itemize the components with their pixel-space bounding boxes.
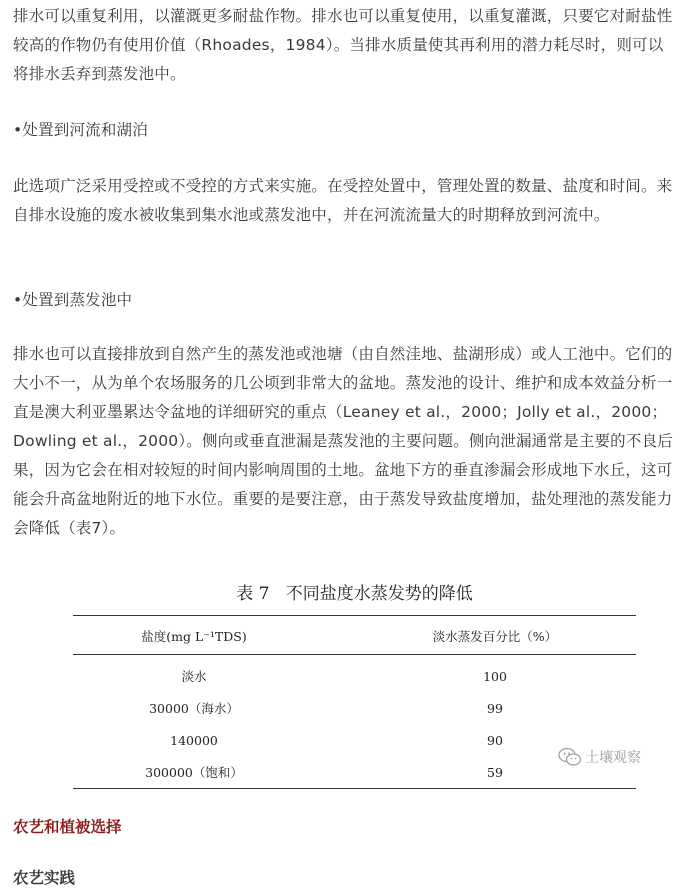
bullet-heading-evaporation-pond: •处置到蒸发池中 bbox=[13, 291, 133, 309]
table-row bbox=[73, 756, 636, 789]
cell-salinity: 140000 bbox=[170, 732, 218, 748]
cell-percent: 59 bbox=[487, 764, 503, 780]
bullet-heading-river-disposal: •处置到河流和湖泊 bbox=[13, 121, 148, 139]
cell-salinity: 300000（饱和） bbox=[145, 765, 243, 780]
wechat-icon bbox=[558, 747, 582, 767]
cell-percent: 90 bbox=[487, 732, 503, 748]
header-salinity: 盐度(mg L⁻¹TDS) bbox=[141, 628, 247, 644]
subsection-title: 农艺实践 bbox=[13, 869, 76, 887]
evaporation-table bbox=[73, 579, 636, 789]
paragraph-drainage-reuse: 排水可以重复利用，以灌溉更多耐盐作物。排水也可以重复使用，以重复灌溉，只要它对耐盐性较高的作物仍有使用价值（Rhoades，1984）。当排水质量使其再利用的潜力耗尽时，则可以将排水丢弃到蒸发池中。 bbox=[13, 7, 673, 83]
cell-salinity: 淡水 bbox=[181, 669, 207, 684]
table-row bbox=[73, 692, 636, 724]
data-table bbox=[73, 615, 636, 789]
cell-percent: 100 bbox=[483, 668, 507, 684]
table-header-row bbox=[73, 616, 636, 655]
paragraph-river-disposal: 此选项广泛采用受控或不受控的方式来实施。在受控处置中，管理处置的数量、盐度和时间。来自排水设施的废水被收集到集水池或蒸发池中，并在河流流量大的时期释放到河流中。 bbox=[13, 177, 673, 224]
section-title: 农艺和植被选择 bbox=[13, 818, 122, 836]
header-evaporation-percent: 淡水蒸发百分比（%） bbox=[432, 628, 558, 644]
table-row bbox=[73, 655, 636, 693]
watermark bbox=[558, 746, 641, 768]
paragraph-evaporation-pond: 排水也可以直接排放到自然产生的蒸发池或池塘（由自然洼地、盐湖形成）或人工池中。它们的大小不一，从为单个农场服务的几公顷到非常大的盆地。蒸发池的设计、维护和成本效益分析一直是澳大利亚墨累达令盆地的详细研究的重点（Leaney et al.，2000；Jolly et al.，2000；Dowling et al.，2000）。侧向或垂直泄漏是蒸发池的主要问题。侧向泄漏通常是主要的不良后果，因为它会在相对较短的时间内影响周围的土地。盆地下方的垂直渗漏会形成地下水丘，这可能会升高盆地附近的地下水位。重要的是要注意，由于蒸发导致盐度增加，盐处理池的蒸发能力会降低（表7）。 bbox=[13, 345, 673, 537]
cell-percent: 99 bbox=[487, 700, 503, 716]
cell-salinity: 30000（海水） bbox=[149, 701, 239, 716]
table-row bbox=[73, 724, 636, 756]
table-caption: 表 7 不同盐度水蒸发势的降低 bbox=[236, 584, 473, 604]
watermark-text: 土壤观察 bbox=[585, 750, 641, 766]
